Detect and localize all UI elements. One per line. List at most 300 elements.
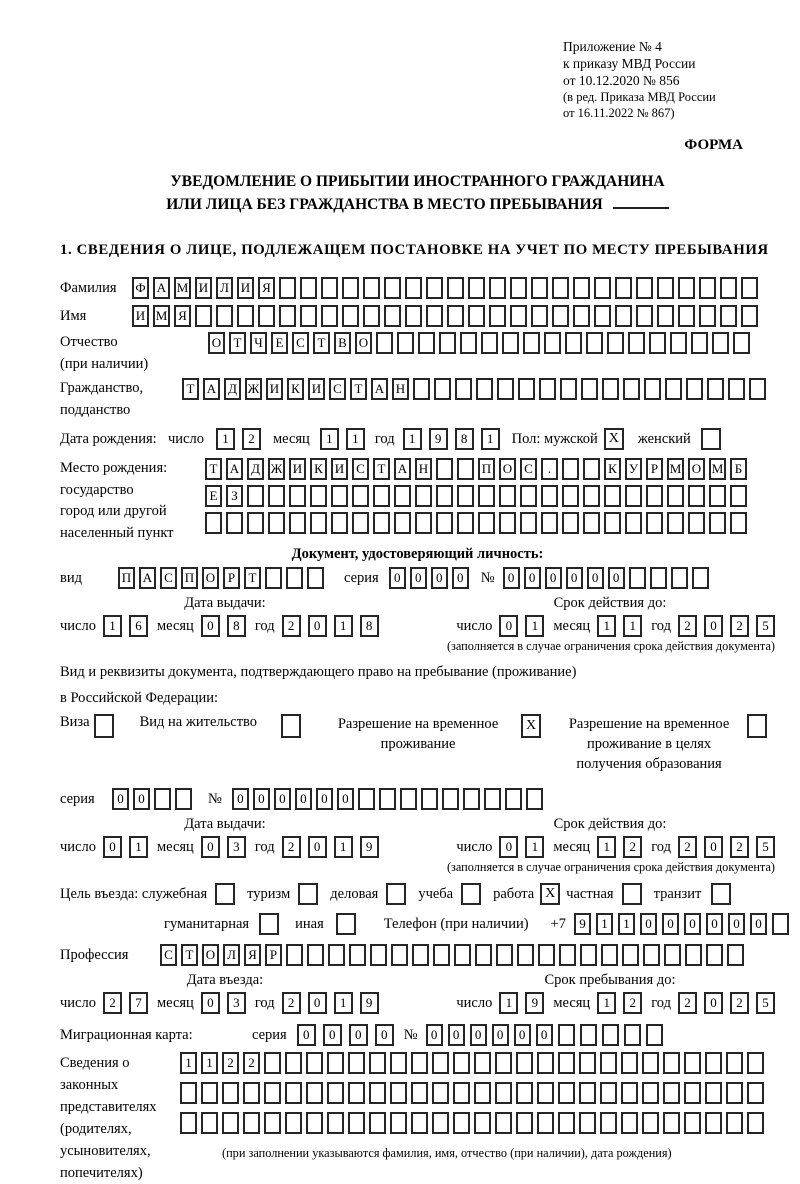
char-cell[interactable] [517, 944, 534, 966]
char-cell[interactable] [705, 1112, 722, 1134]
char-cell[interactable]: Ж [268, 458, 285, 480]
char-cell[interactable] [279, 277, 296, 299]
char-cell[interactable] [478, 512, 495, 534]
char-cell[interactable]: И [266, 378, 283, 400]
char-cell[interactable]: 1 [334, 992, 353, 1014]
char-cell[interactable] [405, 305, 422, 327]
char-cell[interactable] [390, 1052, 407, 1074]
char-cell[interactable]: 0 [704, 992, 723, 1014]
char-cell[interactable] [447, 277, 464, 299]
char-cell[interactable] [562, 512, 579, 534]
char-cell[interactable]: 1 [618, 913, 635, 935]
char-cell[interactable]: 2 [103, 992, 122, 1014]
char-cell[interactable] [539, 378, 556, 400]
char-cell[interactable] [749, 378, 766, 400]
char-cell[interactable]: 0 [308, 615, 327, 637]
char-cell[interactable] [495, 1052, 512, 1074]
char-cell[interactable] [321, 277, 338, 299]
char-cell[interactable] [628, 332, 645, 354]
char-cell[interactable] [670, 332, 687, 354]
char-cell[interactable] [629, 567, 646, 589]
char-cell[interactable]: 1 [596, 913, 613, 935]
char-cell[interactable] [264, 1052, 281, 1074]
char-cell[interactable] [580, 944, 597, 966]
char-cell[interactable] [523, 332, 540, 354]
char-cell[interactable] [510, 277, 527, 299]
char-cell[interactable] [747, 1112, 764, 1134]
char-cell[interactable] [426, 305, 443, 327]
char-cell[interactable] [457, 512, 474, 534]
char-cell[interactable] [663, 1082, 680, 1104]
char-cell[interactable]: 1 [320, 428, 339, 450]
char-cell[interactable]: 1 [403, 428, 422, 450]
char-cell[interactable] [537, 1082, 554, 1104]
char-cell[interactable] [436, 458, 453, 480]
char-cell[interactable] [667, 512, 684, 534]
char-cell[interactable]: И [195, 277, 212, 299]
char-cell[interactable]: 0 [201, 992, 220, 1014]
char-cell[interactable]: 1 [216, 428, 235, 450]
char-cell[interactable] [516, 1082, 533, 1104]
char-cell[interactable] [607, 332, 624, 354]
char-cell[interactable] [412, 944, 429, 966]
char-cell[interactable]: 0 [514, 1024, 531, 1046]
char-cell[interactable] [678, 277, 695, 299]
char-cell[interactable] [489, 305, 506, 327]
char-cell[interactable] [439, 332, 456, 354]
char-cell[interactable]: К [604, 458, 621, 480]
char-cell[interactable] [226, 512, 243, 534]
char-cell[interactable]: 9 [574, 913, 591, 935]
char-cell[interactable] [286, 567, 303, 589]
char-cell[interactable] [306, 1082, 323, 1104]
char-cell[interactable]: Н [415, 458, 432, 480]
char-cell[interactable] [625, 485, 642, 507]
char-cell[interactable]: Е [205, 485, 222, 507]
char-cell[interactable] [663, 1052, 680, 1074]
char-cell[interactable]: 7 [129, 992, 148, 1014]
char-cell[interactable]: 2 [678, 992, 697, 1014]
char-cell[interactable]: 1 [525, 615, 544, 637]
char-cell[interactable]: 2 [282, 992, 301, 1014]
char-cell[interactable]: 0 [728, 913, 745, 935]
char-cell[interactable]: 2 [730, 992, 749, 1014]
char-cell[interactable] [646, 485, 663, 507]
char-cell[interactable]: 1 [129, 836, 148, 858]
char-cell[interactable] [447, 305, 464, 327]
char-cell[interactable] [289, 485, 306, 507]
char-cell[interactable] [411, 1082, 428, 1104]
char-cell[interactable] [684, 1112, 701, 1134]
char-cell[interactable] [453, 1082, 470, 1104]
char-cell[interactable] [516, 1052, 533, 1074]
char-cell[interactable]: Я [258, 277, 275, 299]
char-cell[interactable]: Р [646, 458, 663, 480]
char-cell[interactable] [264, 1082, 281, 1104]
char-cell[interactable] [394, 485, 411, 507]
char-cell[interactable]: 1 [597, 992, 616, 1014]
char-cell[interactable] [686, 378, 703, 400]
char-cell[interactable] [663, 1112, 680, 1134]
char-cell[interactable] [453, 1052, 470, 1074]
char-cell[interactable]: О [499, 458, 516, 480]
char-cell[interactable] [433, 944, 450, 966]
char-cell[interactable] [352, 485, 369, 507]
char-cell[interactable]: И [132, 305, 149, 327]
char-cell[interactable] [300, 277, 317, 299]
char-cell[interactable]: Т [373, 458, 390, 480]
char-cell[interactable]: 0 [375, 1024, 394, 1046]
purpose-official-checkbox[interactable] [215, 883, 235, 905]
char-cell[interactable] [646, 1024, 663, 1046]
char-cell[interactable]: 2 [730, 836, 749, 858]
char-cell[interactable]: 8 [360, 615, 379, 637]
char-cell[interactable] [175, 788, 192, 810]
char-cell[interactable]: 3 [227, 992, 246, 1014]
char-cell[interactable] [307, 944, 324, 966]
char-cell[interactable] [516, 1112, 533, 1134]
char-cell[interactable] [636, 277, 653, 299]
char-cell[interactable] [602, 378, 619, 400]
char-cell[interactable] [559, 944, 576, 966]
residence-permit-checkbox[interactable] [281, 714, 301, 738]
char-cell[interactable] [600, 1082, 617, 1104]
char-cell[interactable]: Т [313, 332, 330, 354]
char-cell[interactable] [397, 332, 414, 354]
char-cell[interactable] [502, 332, 519, 354]
char-cell[interactable] [243, 1112, 260, 1134]
char-cell[interactable] [460, 332, 477, 354]
char-cell[interactable]: 1 [346, 428, 365, 450]
char-cell[interactable]: 0 [524, 567, 541, 589]
visa-checkbox[interactable] [94, 714, 114, 738]
char-cell[interactable] [379, 788, 396, 810]
char-cell[interactable] [222, 1112, 239, 1134]
temp-residence-checkbox[interactable]: X [521, 714, 541, 738]
char-cell[interactable]: 0 [704, 615, 723, 637]
char-cell[interactable]: 0 [253, 788, 270, 810]
char-cell[interactable]: 9 [360, 836, 379, 858]
char-cell[interactable] [384, 305, 401, 327]
char-cell[interactable] [495, 1112, 512, 1134]
char-cell[interactable]: 0 [684, 913, 701, 935]
char-cell[interactable] [720, 277, 737, 299]
char-cell[interactable] [621, 1082, 638, 1104]
char-cell[interactable]: 1 [597, 836, 616, 858]
char-cell[interactable] [726, 1112, 743, 1134]
char-cell[interactable] [772, 913, 789, 935]
char-cell[interactable]: А [153, 277, 170, 299]
char-cell[interactable] [373, 485, 390, 507]
char-cell[interactable] [484, 788, 501, 810]
char-cell[interactable] [201, 1112, 218, 1134]
char-cell[interactable] [644, 378, 661, 400]
char-cell[interactable] [600, 1112, 617, 1134]
sex-male-checkbox[interactable]: X [604, 428, 624, 450]
char-cell[interactable]: Н [392, 378, 409, 400]
char-cell[interactable] [457, 485, 474, 507]
char-cell[interactable] [180, 1112, 197, 1134]
char-cell[interactable] [436, 512, 453, 534]
char-cell[interactable]: Р [265, 944, 282, 966]
char-cell[interactable]: 2 [222, 1052, 239, 1074]
char-cell[interactable]: П [181, 567, 198, 589]
char-cell[interactable] [499, 485, 516, 507]
char-cell[interactable] [342, 277, 359, 299]
char-cell[interactable]: О [202, 567, 219, 589]
char-cell[interactable]: 8 [455, 428, 474, 450]
char-cell[interactable] [237, 305, 254, 327]
char-cell[interactable] [432, 1112, 449, 1134]
char-cell[interactable]: 0 [337, 788, 354, 810]
char-cell[interactable]: 0 [470, 1024, 487, 1046]
char-cell[interactable] [705, 1052, 722, 1074]
char-cell[interactable] [481, 332, 498, 354]
char-cell[interactable]: 0 [426, 1024, 443, 1046]
char-cell[interactable] [373, 512, 390, 534]
char-cell[interactable] [474, 1052, 491, 1074]
char-cell[interactable] [625, 512, 642, 534]
char-cell[interactable] [496, 944, 513, 966]
char-cell[interactable] [400, 788, 417, 810]
char-cell[interactable]: С [520, 458, 537, 480]
char-cell[interactable]: 0 [323, 1024, 342, 1046]
char-cell[interactable]: О [355, 332, 372, 354]
char-cell[interactable] [580, 1024, 597, 1046]
purpose-study-checkbox[interactable] [461, 883, 481, 905]
char-cell[interactable] [726, 1052, 743, 1074]
char-cell[interactable]: С [292, 332, 309, 354]
char-cell[interactable]: Т [205, 458, 222, 480]
char-cell[interactable]: 5 [756, 992, 775, 1014]
char-cell[interactable] [394, 512, 411, 534]
char-cell[interactable] [154, 788, 171, 810]
char-cell[interactable]: 0 [608, 567, 625, 589]
char-cell[interactable] [421, 788, 438, 810]
char-cell[interactable] [600, 1052, 617, 1074]
char-cell[interactable] [667, 485, 684, 507]
char-cell[interactable] [730, 485, 747, 507]
char-cell[interactable] [195, 305, 212, 327]
char-cell[interactable]: 0 [112, 788, 129, 810]
char-cell[interactable]: 1 [180, 1052, 197, 1074]
char-cell[interactable] [537, 1052, 554, 1074]
char-cell[interactable]: 9 [525, 992, 544, 1014]
char-cell[interactable] [520, 485, 537, 507]
char-cell[interactable] [247, 485, 264, 507]
char-cell[interactable] [537, 1112, 554, 1134]
char-cell[interactable] [331, 485, 348, 507]
char-cell[interactable] [468, 277, 485, 299]
char-cell[interactable]: 1 [481, 428, 500, 450]
char-cell[interactable] [436, 485, 453, 507]
char-cell[interactable] [510, 305, 527, 327]
char-cell[interactable] [476, 378, 493, 400]
char-cell[interactable]: 2 [678, 836, 697, 858]
char-cell[interactable]: 0 [662, 913, 679, 935]
char-cell[interactable]: К [287, 378, 304, 400]
char-cell[interactable] [565, 332, 582, 354]
char-cell[interactable] [468, 305, 485, 327]
char-cell[interactable] [489, 277, 506, 299]
char-cell[interactable]: Т [182, 378, 199, 400]
char-cell[interactable] [692, 567, 709, 589]
char-cell[interactable] [604, 485, 621, 507]
char-cell[interactable]: 3 [227, 836, 246, 858]
char-cell[interactable] [358, 788, 375, 810]
char-cell[interactable] [348, 1052, 365, 1074]
char-cell[interactable] [306, 1052, 323, 1074]
char-cell[interactable] [243, 1082, 260, 1104]
char-cell[interactable]: 0 [492, 1024, 509, 1046]
char-cell[interactable] [586, 332, 603, 354]
char-cell[interactable] [636, 305, 653, 327]
char-cell[interactable] [222, 1082, 239, 1104]
char-cell[interactable] [730, 512, 747, 534]
char-cell[interactable]: 0 [499, 836, 518, 858]
char-cell[interactable] [728, 378, 745, 400]
char-cell[interactable]: 0 [566, 567, 583, 589]
char-cell[interactable] [518, 378, 535, 400]
char-cell[interactable]: 0 [349, 1024, 368, 1046]
char-cell[interactable]: Т [181, 944, 198, 966]
char-cell[interactable] [457, 458, 474, 480]
char-cell[interactable] [657, 305, 674, 327]
char-cell[interactable] [581, 378, 598, 400]
char-cell[interactable] [453, 1112, 470, 1134]
char-cell[interactable]: 0 [308, 992, 327, 1014]
char-cell[interactable]: 0 [410, 567, 427, 589]
char-cell[interactable] [684, 1082, 701, 1104]
char-cell[interactable] [432, 1052, 449, 1074]
char-cell[interactable]: Л [216, 277, 233, 299]
char-cell[interactable] [306, 1112, 323, 1134]
char-cell[interactable]: И [289, 458, 306, 480]
char-cell[interactable]: Ж [245, 378, 262, 400]
char-cell[interactable] [558, 1024, 575, 1046]
char-cell[interactable] [300, 305, 317, 327]
char-cell[interactable]: А [139, 567, 156, 589]
char-cell[interactable]: В [334, 332, 351, 354]
char-cell[interactable] [558, 1082, 575, 1104]
char-cell[interactable] [342, 305, 359, 327]
purpose-other-checkbox[interactable] [336, 913, 356, 935]
char-cell[interactable] [664, 944, 681, 966]
char-cell[interactable] [390, 1112, 407, 1134]
char-cell[interactable] [331, 512, 348, 534]
char-cell[interactable] [720, 305, 737, 327]
char-cell[interactable]: 6 [129, 615, 148, 637]
char-cell[interactable] [583, 512, 600, 534]
char-cell[interactable] [594, 305, 611, 327]
char-cell[interactable] [747, 1052, 764, 1074]
char-cell[interactable]: Я [244, 944, 261, 966]
char-cell[interactable]: О [202, 944, 219, 966]
char-cell[interactable] [544, 332, 561, 354]
char-cell[interactable]: 2 [730, 615, 749, 637]
char-cell[interactable]: 0 [640, 913, 657, 935]
char-cell[interactable] [411, 1052, 428, 1074]
char-cell[interactable] [474, 1112, 491, 1134]
sex-female-checkbox[interactable] [701, 428, 721, 450]
char-cell[interactable]: 0 [706, 913, 723, 935]
char-cell[interactable] [602, 1024, 619, 1046]
purpose-transit-checkbox[interactable] [711, 883, 731, 905]
char-cell[interactable] [583, 485, 600, 507]
char-cell[interactable] [726, 1082, 743, 1104]
char-cell[interactable]: 0 [704, 836, 723, 858]
char-cell[interactable] [455, 378, 472, 400]
char-cell[interactable] [741, 305, 758, 327]
char-cell[interactable]: 0 [103, 836, 122, 858]
char-cell[interactable] [391, 944, 408, 966]
char-cell[interactable]: П [118, 567, 135, 589]
char-cell[interactable]: 0 [295, 788, 312, 810]
char-cell[interactable] [499, 512, 516, 534]
char-cell[interactable]: 2 [242, 428, 261, 450]
char-cell[interactable] [643, 944, 660, 966]
char-cell[interactable] [642, 1052, 659, 1074]
char-cell[interactable]: 1 [499, 992, 518, 1014]
char-cell[interactable] [699, 277, 716, 299]
char-cell[interactable] [405, 277, 422, 299]
char-cell[interactable] [363, 305, 380, 327]
char-cell[interactable] [268, 485, 285, 507]
char-cell[interactable] [624, 1024, 641, 1046]
char-cell[interactable] [709, 485, 726, 507]
char-cell[interactable] [418, 332, 435, 354]
char-cell[interactable] [216, 305, 233, 327]
purpose-humanitarian-checkbox[interactable] [259, 913, 279, 935]
char-cell[interactable]: И [308, 378, 325, 400]
char-cell[interactable]: И [237, 277, 254, 299]
char-cell[interactable] [623, 378, 640, 400]
char-cell[interactable] [665, 378, 682, 400]
char-cell[interactable] [426, 277, 443, 299]
char-cell[interactable] [526, 788, 543, 810]
char-cell[interactable]: О [208, 332, 225, 354]
char-cell[interactable] [352, 512, 369, 534]
char-cell[interactable] [741, 277, 758, 299]
char-cell[interactable]: М [709, 458, 726, 480]
char-cell[interactable]: С [160, 944, 177, 966]
char-cell[interactable] [327, 1082, 344, 1104]
char-cell[interactable]: 0 [452, 567, 469, 589]
temp-residence-edu-checkbox[interactable] [747, 714, 767, 738]
char-cell[interactable] [541, 485, 558, 507]
char-cell[interactable] [415, 485, 432, 507]
char-cell[interactable] [310, 512, 327, 534]
char-cell[interactable] [310, 485, 327, 507]
char-cell[interactable]: Е [271, 332, 288, 354]
char-cell[interactable] [369, 1052, 386, 1074]
char-cell[interactable]: Д [247, 458, 264, 480]
char-cell[interactable]: Ф [132, 277, 149, 299]
char-cell[interactable]: 0 [232, 788, 249, 810]
char-cell[interactable] [579, 1112, 596, 1134]
char-cell[interactable]: И [331, 458, 348, 480]
char-cell[interactable] [646, 512, 663, 534]
char-cell[interactable] [505, 788, 522, 810]
char-cell[interactable] [688, 512, 705, 534]
char-cell[interactable] [370, 944, 387, 966]
char-cell[interactable] [454, 944, 471, 966]
char-cell[interactable] [205, 512, 222, 534]
char-cell[interactable] [560, 378, 577, 400]
char-cell[interactable] [279, 305, 296, 327]
char-cell[interactable] [650, 567, 667, 589]
char-cell[interactable] [348, 1082, 365, 1104]
